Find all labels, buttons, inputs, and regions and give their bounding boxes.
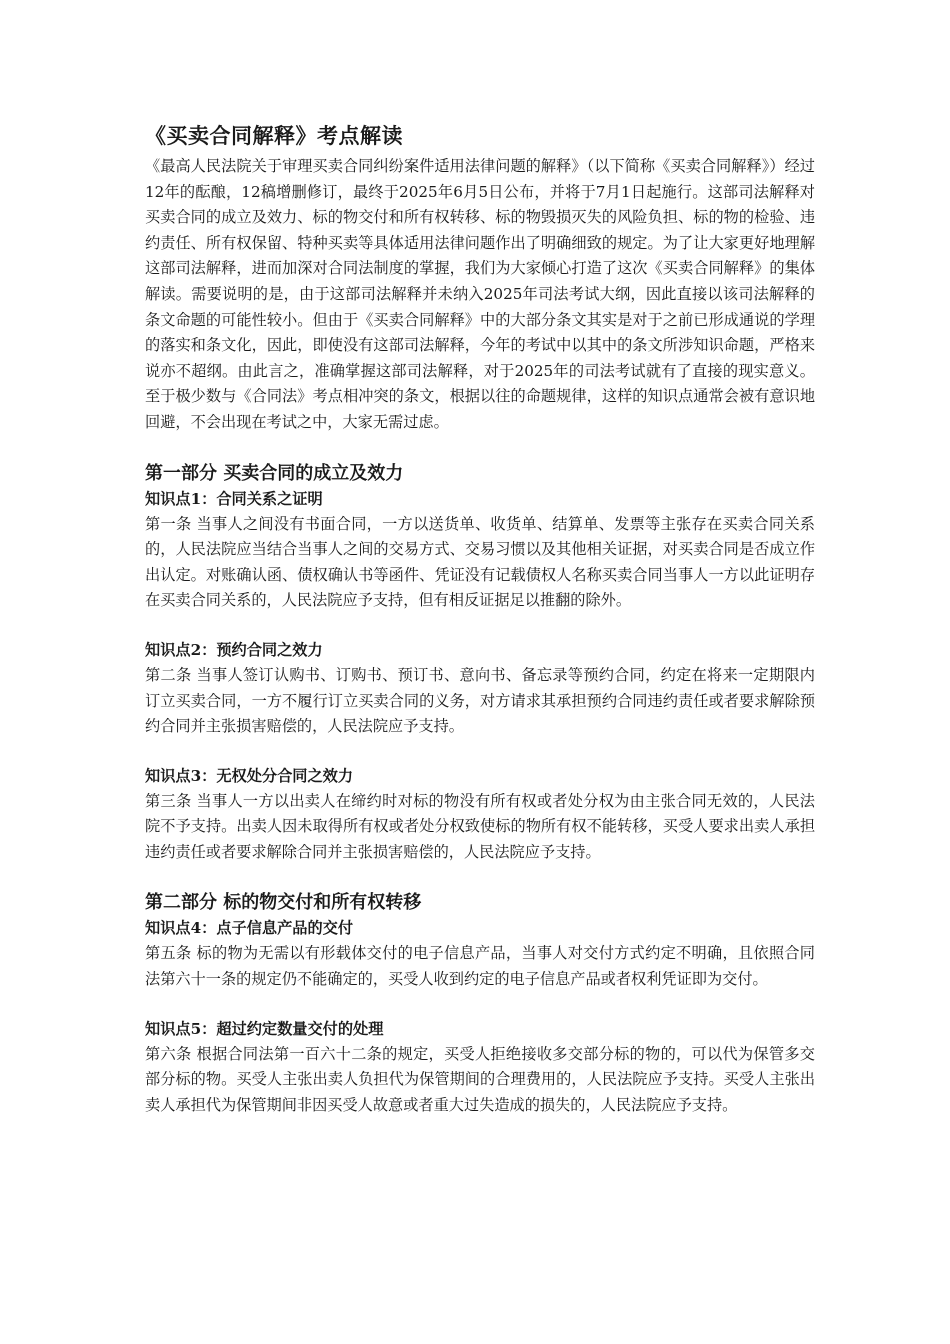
knowledge-point-heading-1: 知识点1：合同关系之证明 bbox=[145, 489, 323, 508]
knowledge-point-heading-5: 知识点5：超过约定数量交付的处理 bbox=[145, 1019, 384, 1038]
article-text-1: 第一条 当事人之间没有书面合同，一方以送货单、收货单、结算单、发票等主张存在买卖合同关系的，人民法院应当结合当事人之间的交易方式、交易习惯以及其他相关证据，对买卖合同是否成立作出认定。对账确认函、债权确认书等函件、凭证没有记载债权人名称买卖合同当事人一方以此证明存在买卖合同关系的，人民法院应予支持，但有相反证据足以推翻的除外。 bbox=[145, 514, 815, 610]
document-page bbox=[145, 120, 815, 1118]
knowledge-point-heading-3: 知识点3：无权处分合同之效力 bbox=[145, 766, 354, 785]
article-text-2: 第二条 当事人签订认购书、订购书、预订书、意向书、备忘录等预约合同，约定在将来一定期限内订立买卖合同，一方不履行订立买卖合同的义务，对方请求其承担预约合同违约责任或者要求解除预约合同并主张损害赔偿的，人民法院应予支持。 bbox=[145, 665, 815, 736]
article-text-3: 第三条 当事人一方以出卖人在缔约时对标的物没有所有权或者处分权为由主张合同无效的，人民法院不予支持。出卖人因未取得所有权或者处分权致使标的物所有权不能转移，买受人要求出卖人承担违约责任或者要求解除合同并主张损害赔偿的，人民法院应予支持。 bbox=[145, 791, 815, 861]
document-title: 《买卖合同解释》考点解读 bbox=[145, 123, 403, 148]
knowledge-point-heading-2: 知识点2：预约合同之效力 bbox=[145, 640, 323, 659]
section-heading-2: 第二部分 标的物交付和所有权转移 bbox=[145, 892, 422, 914]
article-text-5: 第六条 根据合同法第一百六十二条的规定，买受人拒绝接收多交部分标的物的，可以代为保管多交部分标的物。买受人主张出卖人负担代为保管期间的合理费用的，人民法院应予支持。买受人主张出卖人承担代为保管期间非因买受人故意或者重大过失造成的损失的，人民法院应予支持。 bbox=[145, 1044, 815, 1114]
section-heading-1: 第一部分 买卖合同的成立及效力 bbox=[145, 462, 404, 484]
knowledge-point-heading-4: 知识点4：点子信息产品的交付 bbox=[145, 919, 354, 938]
intro-paragraph: 《最高人民法院关于审理买卖合同纠纷案件适用法律问题的解释》（以下简称《买卖合同解释》）经过12年的酝酿，12稿增删修订，最终于2025年6月5日公布，并将于7月1日起施行。这部司法解释对买卖合同的成立及效力、标的物交付和所有权转移、标的物毁损灭失的风险负担、标的物的检验、违约责任、所有权保留、特种买卖等具体适用法律问题作出了明确细致的规定。为了让大家更好地理解这部司法解释，进而加深对合同法制度的掌握，我们为大家倾心打造了这次《买卖合同解释》的集体解读。需要说明的是，由于这部司法解释并未纳入2025年司法考试大纲，因此直接以该司法解释的条文命题的可能性较小。但由于《买卖合同解释》中的大部分条文其实是对于之前已形成通说的学理的落实和条文化，因此，即使没有这部司法解释，今年的考试中以其中的条文所涉知识命题，严格来说亦不超纲。由此言之，准确掌握这部司法解释，对于2025年的司法考试就有了直接的现实意义。至于极少数与《合同法》考点相冲突的条文，根据以往的命题规律，这样的知识点通常会被有意识地回避，不会出现在考试之中，大家无需过虑。 bbox=[145, 157, 815, 431]
article-text-4: 第五条 标的物为无需以有形载体交付的电子信息产品，当事人对交付方式约定不明确，且依照合同法第六十一条的规定仍不能确定的，买受人收到约定的电子信息产品或者权利凭证即为交付。 bbox=[145, 944, 815, 989]
